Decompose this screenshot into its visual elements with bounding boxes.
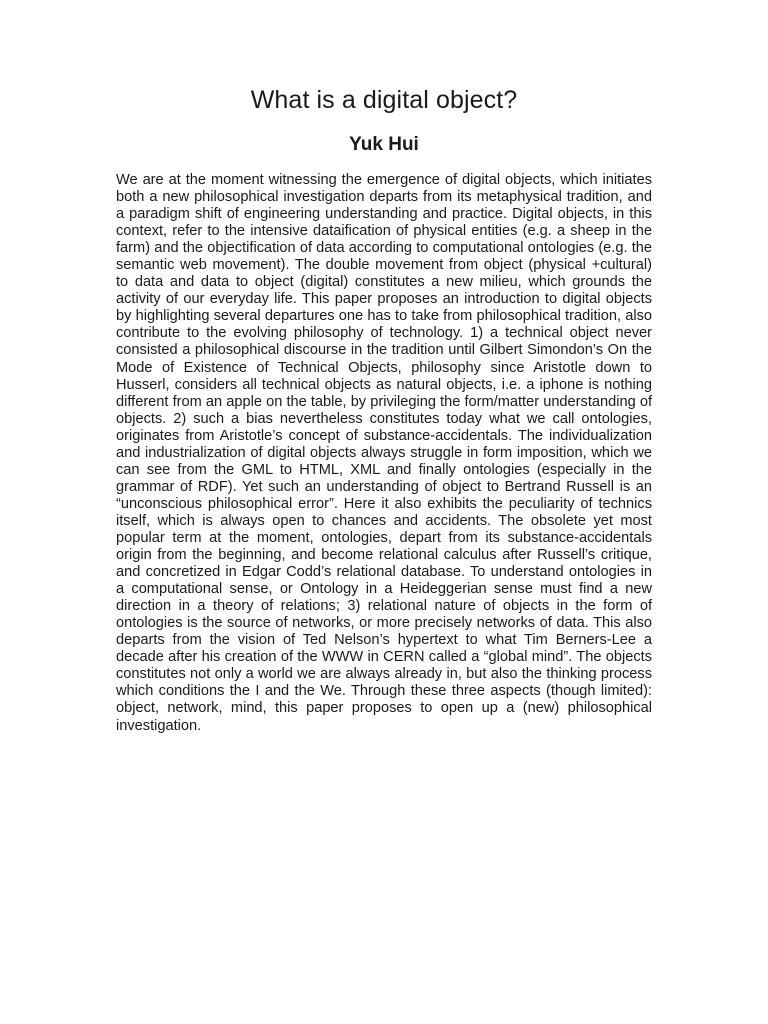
paper-title: What is a digital object? <box>250 86 518 114</box>
paper-abstract: We are at the moment witnessing the emergence of digital objects, which initiates both a new philosophical investigation departs from its metaphysical tradition, and a paradigm shift of engineering understanding and practice. Digital objects, in this context, refer to the intensive dataification of physical entities (e.g. a sheep in the farm) and the objectification of data according to computational ontologies (e.g. the semantic web movement). The double movement from object (physical +cultural) to data and data to object (digital) constitutes a new milieu, which grounds the activity of our everyday life. This paper proposes an introduction to digital objects by highlighting several departures one has to take from philosophical tradition, also contribute to the evolving philosophy of technology. 1) a technical object never consisted a philosophical discourse in the tradition until Gilbert Simondon’s On the Mode of Existence of Technical Objects, philosophy since Aristotle down to Husserl, considers all technical objects as natural objects, i.e. a iphone is nothing different from an apple on the table, by privileging the form/matter understanding of objects. 2) such a bias nevertheless constitutes today what we call ontologies, originates from Aristotle’s concept of substance-accidentals. The individualization and industrialization of digital objects always struggle in form imposition, which we can see from the GML to HTML, XML and finally ontologies (especially in the grammar of RDF). Yet such an understanding of object to Bertrand Russell is an “unconscious philosophical error”. Here it also exhibits the peculiarity of technics itself, which is always open to chances and accidents. The obsolete yet most popular term at the moment, ontologies, depart from its substance-accidentals origin from the beginning, and become relational calculus after Russell’s critique, and concretized in Edgar Codd’s relational database. To understand ontologies in a computational sense, or Ontology in a Heideggerian sense must find a new direction in a theory of relations; 3) relational nature of objects in the form of ontologies is the source of networks, or more precisely networks of data. This also departs from the vision of Ted Nelson’s hypertext to what Tim Berners-Lee a decade after his creation of the WWW in CERN called a “global mind”. The objects constitutes not only a world we are always already in, but also the thinking process which conditions the I and the We. Through these three aspects (though limited): object, network, mind, this paper proposes to open up a (new) philosophical investigation. <box>116 172 652 734</box>
paper-author: Yuk Hui <box>349 134 419 155</box>
